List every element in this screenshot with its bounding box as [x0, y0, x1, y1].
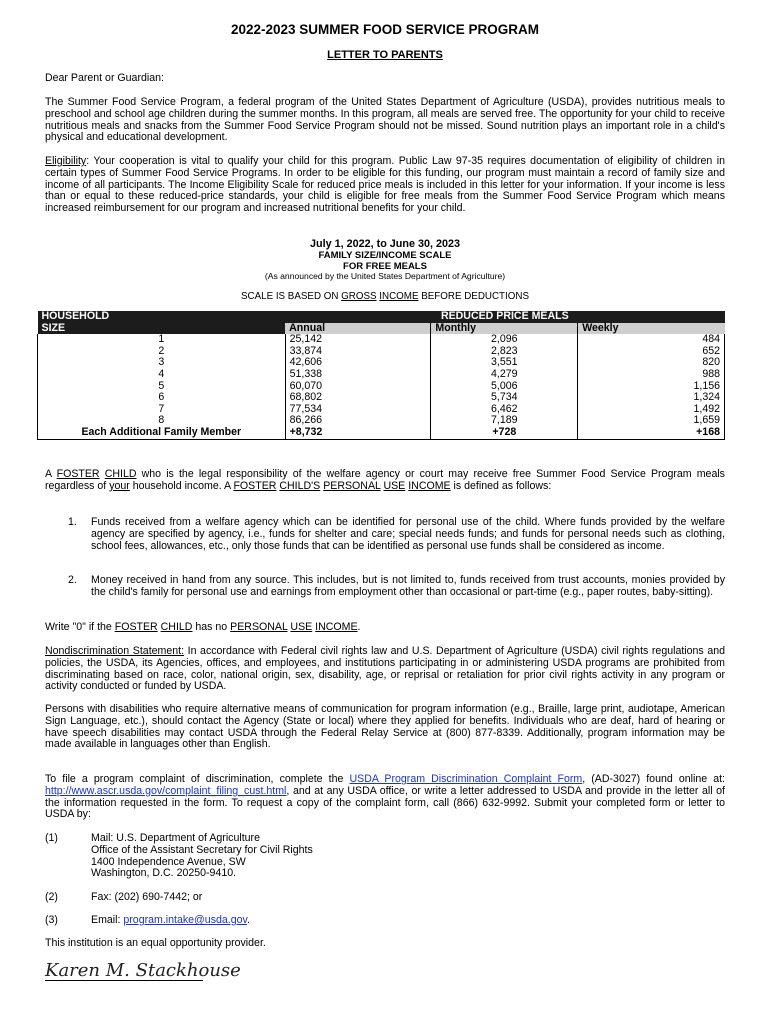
household-size-cell: 7	[38, 404, 286, 416]
scale-dates: July 1, 2022, to June 30, 2023	[309, 238, 461, 250]
mail-address: Mail: U.S. Department of Agriculture Office of the Assistant Secretary for Civil Rights 1400 Independence Avenue, SW Washington, D.C. 20250-9410.	[91, 832, 313, 880]
page-subtitle: LETTER TO PARENTS	[327, 49, 443, 61]
table-row	[38, 392, 725, 404]
col-weekly: Weekly	[578, 323, 725, 335]
annual-cell: 60,070	[285, 381, 431, 393]
monthly-cell: 3,551	[431, 357, 578, 369]
nondiscrimination-paragraph: Nondiscrimination Statement: In accordance with Federal civil rights law and U.S. Department of Agriculture (USDA) civil rights regulations and policies, the USDA, its Agencies, offices, and employees, and institutions participating in or administering USDA programs are prohibited from discriminating based on race, color, national origin, sex, disability, age, or reprisal or retaliation for prior civil rights activity in any program or activity conducted or funded by USDA.	[45, 645, 725, 693]
disabilities-paragraph: Persons with disabilities who require alternative means of communication for program information (e.g., Braille, large print, audiotape, American Sign Language, etc.), should contact the Agency (State or local) where they applied for benefits. Individuals who are deaf, hard of hearing or have speech disabilities may contact USDA through the Federal Relay Service at (800) 877-8339. Additionally, program information may be made available in languages other than English.	[45, 703, 725, 751]
eligibility-paragraph	[45, 156, 725, 215]
scale-title-1: FAMILY SIZE/INCOME SCALE	[318, 250, 452, 261]
fax-line: Fax: (202) 690-7442; or	[91, 891, 203, 903]
weekly-cell: 1,659	[578, 415, 725, 427]
weekly-cell: 652	[578, 346, 725, 358]
household-size-cell: 6	[38, 392, 286, 404]
table-row	[38, 369, 725, 381]
complaint-form-link[interactable]: USDA Program Discrimination Complaint Form	[349, 773, 583, 785]
annual-cell: 25,142	[285, 334, 431, 346]
foster-paragraph: A FOSTER CHILD who is the legal responsibility of the welfare agency or court may receive free Summer Food Service Program meals regardless of your household income. A FOSTER CHILD'S PERSONAL USE INCOME is defined as follows:	[45, 468, 725, 492]
annual-cell: 42,606	[285, 357, 431, 369]
table-row	[38, 334, 725, 346]
table-row	[38, 404, 725, 416]
table-row	[38, 357, 725, 369]
contact-number: (2)	[45, 891, 58, 903]
scale-announced: (As announced by the United States Department of Agriculture)	[264, 271, 506, 281]
household-size-cell: 5	[38, 381, 286, 393]
scale-title-2: FOR FREE MEALS	[343, 261, 427, 272]
nondiscrimination-label: Nondiscrimination Statement:	[45, 645, 185, 657]
monthly-cell: 7,189	[431, 415, 578, 427]
weekly-cell: 1,492	[578, 404, 725, 416]
list-item: Money received in hand from any source. This includes, but is not limited to, funds received from trust accounts, monies provided by the child's family for personal use and earnings from employment other than occasional or part-time (e.g., paper routes, baby-sitting).	[91, 574, 725, 598]
col-annual: Annual	[285, 323, 431, 335]
complaint-paragraph: To file a program complaint of discrimination, complete the USDA Program Discrimination Complaint Form, (AD-3027) found online at: http://www.ascr.usda.gov/complaint_filing_cust.html, and at any USDA office, or write a letter addressed to USDA and provide in the letter all of the information requested in the form. To request a copy of the complaint form, call (866) 632-9992. Submit your completed form or letter to USDA by:	[45, 773, 725, 821]
monthly-cell: 6,462	[431, 404, 578, 416]
weekly-cell: 988	[578, 369, 725, 381]
annual-cell: 33,874	[285, 346, 431, 358]
annual-cell: 86,266	[285, 415, 431, 427]
table-row	[38, 346, 725, 358]
page-title: 2022-2023 SUMMER FOOD SERVICE PROGRAM	[230, 22, 540, 37]
scale-basis: SCALE IS BASED ON GROSS INCOME BEFORE DEDUCTIONS	[240, 291, 529, 302]
col-household-2: SIZE	[38, 323, 286, 335]
table-row	[38, 381, 725, 393]
complaint-url-link[interactable]: http://www.ascr.usda.gov/complaint_filing_cust.html	[45, 784, 287, 797]
household-size-cell: 1	[38, 334, 286, 346]
monthly-cell: 2,096	[431, 334, 578, 346]
contact-number: (1)	[45, 832, 58, 844]
greeting: Dear Parent or Guardian:	[45, 72, 164, 84]
monthly-cell: 5,006	[431, 381, 578, 393]
list-item: Funds received from a welfare agency which can be identified for personal use of the child. Where funds provided by the welfare agency are specified by agency, i.e., funds for shelter and care; special needs funds; and funds for personal needs such as clothing, school fees, allowances, etc., only those funds that can be identified as personal use funds shall be considered as income.	[91, 516, 725, 552]
monthly-cell: 4,279	[431, 369, 578, 381]
signature: Karen M. Stackhouse	[45, 960, 241, 981]
household-size-cell: 3	[38, 357, 286, 369]
household-size-cell: 2	[38, 346, 286, 358]
annual-cell: 77,534	[285, 404, 431, 416]
contact-number: (3)	[45, 914, 58, 926]
col-household-1: HOUSEHOLD	[38, 311, 286, 323]
monthly-cell: 5,734	[431, 392, 578, 404]
household-size-cell: 4	[38, 369, 286, 381]
weekly-cell: 820	[578, 357, 725, 369]
email-link[interactable]: program.intake@usda.gov	[123, 914, 248, 926]
monthly-cell: 2,823	[431, 346, 578, 358]
list-item-number: 1.	[68, 516, 77, 528]
write-zero-line: Write "0" if the FOSTER CHILD has no PERSONAL USE INCOME.	[45, 621, 361, 633]
household-size-cell: 8	[38, 415, 286, 427]
eligibility-label: Eligibility	[45, 155, 87, 167]
col-group-header: REDUCED PRICE MEALS	[285, 311, 724, 323]
signature-underline	[45, 980, 203, 981]
intro-paragraph: The Summer Food Service Program, a federal program of the United States Department of Agriculture (USDA), provides nutritious meals to preschool and school age children during the summer months. In this program, all meals are served free. The opportunity for your child to receive nutritious meals and snacks from the Summer Food Service Program should not be missed. Sound nutrition plays an important role in a child's physical and educational development.	[45, 96, 725, 144]
list-item-number: 2.	[68, 574, 77, 586]
income-scale-table	[37, 311, 725, 440]
col-monthly: Monthly	[431, 323, 578, 335]
email-line: Email: program.intake@usda.gov.	[91, 914, 250, 926]
closing-statement: This institution is an equal opportunity provider.	[45, 937, 266, 949]
eligibility-text: : Your cooperation is vital to qualify your child for this program. Public Law 97-35 requires documentation of eligibility of children in certain types of Summer Food Service Programs. In order to be eligible for this funding, our program must maintain a record of family size and income of all participants. The Income Eligibility Scale for reduced price meals is included in this letter for your information. If your income is less than or equal to these reduced-price standards, your child is eligible for free meals from the Summer Food Service Program which means increased reimbursement for our program and increased nutritional benefits for your child.	[45, 155, 725, 215]
weekly-cell: 484	[578, 334, 725, 346]
annual-cell: 68,802	[285, 392, 431, 404]
weekly-cell: 1,156	[578, 381, 725, 393]
weekly-cell: 1,324	[578, 392, 725, 404]
table-row-additional: Each Additional Family Member +8,732 +728 +168	[38, 427, 725, 439]
annual-cell: 51,338	[285, 369, 431, 381]
